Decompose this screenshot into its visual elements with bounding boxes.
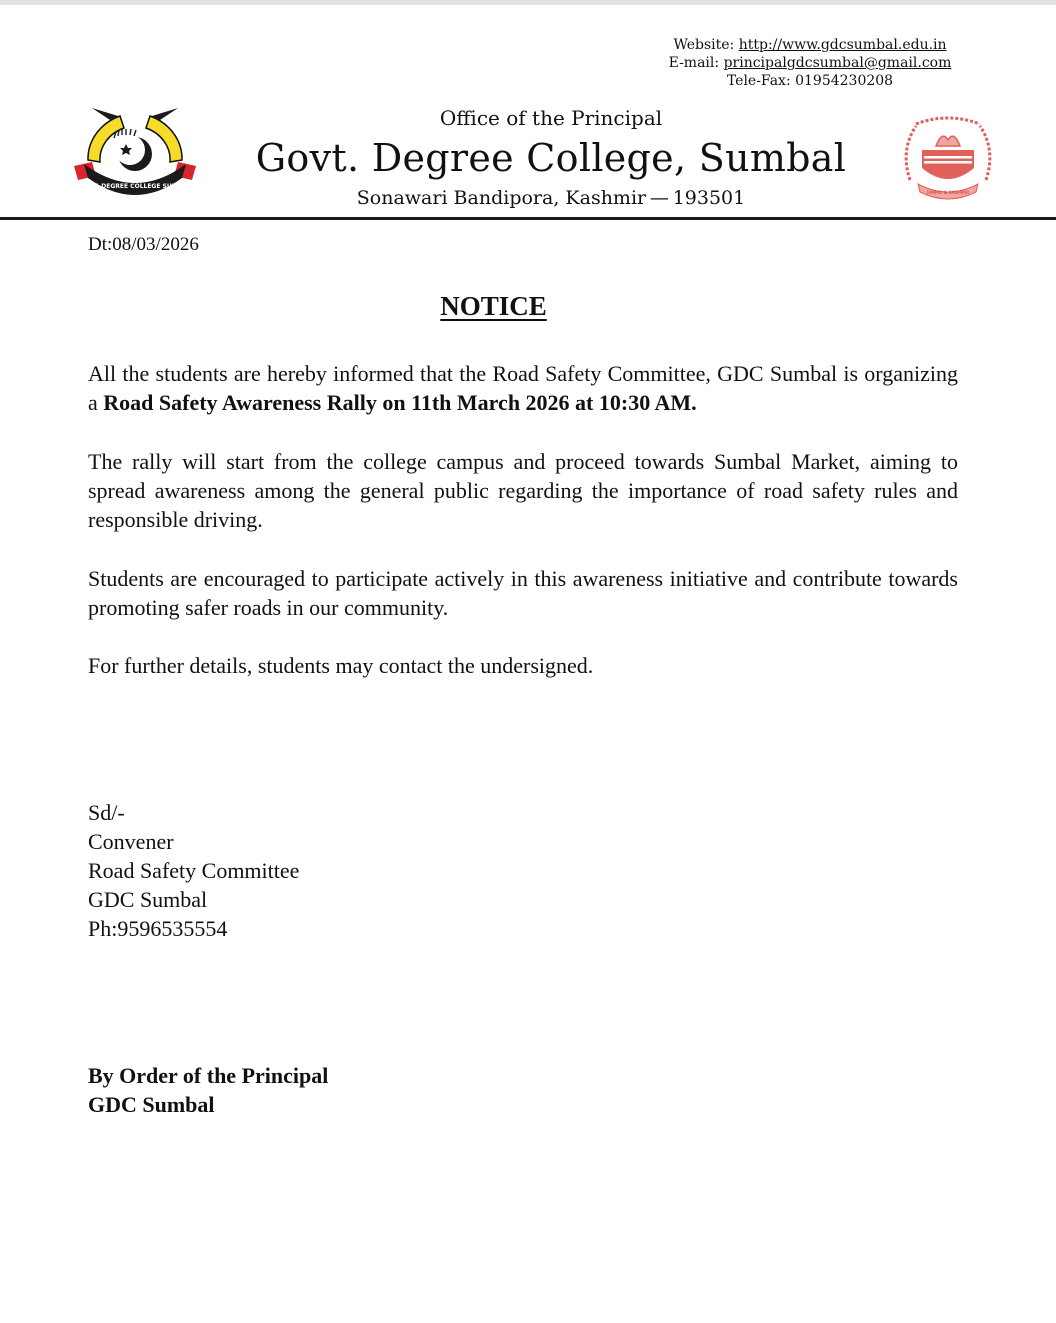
telefax: Tele-Fax: 01954230208 [726, 73, 894, 89]
website-label: Website: [673, 37, 739, 53]
emblem-banner-text: JAMMU & KASHMIR [926, 191, 970, 196]
signature-phone: Ph:9596535554 [88, 916, 228, 941]
paragraph-2: The rally will start from the college campus and proceed towards Sumbal Market, aiming to spread awareness among the general public regarding the importance of road safety rules and responsible driving. [88, 449, 958, 532]
signature-committee: Road Safety Committee [88, 858, 300, 883]
paragraph-1 [88, 359, 958, 417]
college-address: Sonawari Bandipora, Kashmir — 193501 [356, 187, 746, 209]
header-divider [0, 217, 1056, 220]
office-title: Office of the Principal [439, 106, 663, 130]
order-line-2: GDC Sumbal [88, 1092, 215, 1117]
college-name: Govt. Degree College, Sumbal [255, 136, 847, 180]
signature-role: Convener [88, 829, 174, 854]
email-link[interactable]: principalgdcsumbal@gmail.com [723, 55, 952, 71]
signature-sd: Sd/- [88, 800, 125, 825]
paragraph-1-text: All the students are hereby informed that the Road Safety Committee, GDC Sumbal is organizing a [88, 361, 958, 415]
notice-title: NOTICE [440, 291, 547, 321]
paragraph-3: Students are encouraged to participate actively in this awareness initiative and contribute towards promoting safer roads in our community. [88, 566, 958, 620]
order-line-1: By Order of the Principal [88, 1063, 329, 1088]
notice-date: Dt:08/03/2026 [88, 234, 199, 255]
jk-emblem-icon [898, 110, 998, 202]
contact-block [640, 36, 980, 90]
logo-banner-text: GOVT. DEGREE COLLEGE SUMBAL [79, 183, 191, 190]
signature-block [88, 798, 299, 943]
order-block [88, 1061, 328, 1119]
paragraph-1-highlight: Road Safety Awareness Rally on 11th March 2026 at 10:30 AM. [103, 390, 697, 415]
website-link[interactable]: http://www.gdcsumbal.edu.in [738, 37, 947, 53]
college-logo-icon [70, 102, 200, 206]
email-line [640, 54, 980, 72]
website-line [640, 36, 980, 54]
paragraph-4: For further details, students may contact the undersigned. [88, 653, 594, 678]
email-label: E-mail: [668, 55, 724, 71]
signature-institution: GDC Sumbal [88, 887, 208, 912]
top-border [0, 0, 1056, 5]
